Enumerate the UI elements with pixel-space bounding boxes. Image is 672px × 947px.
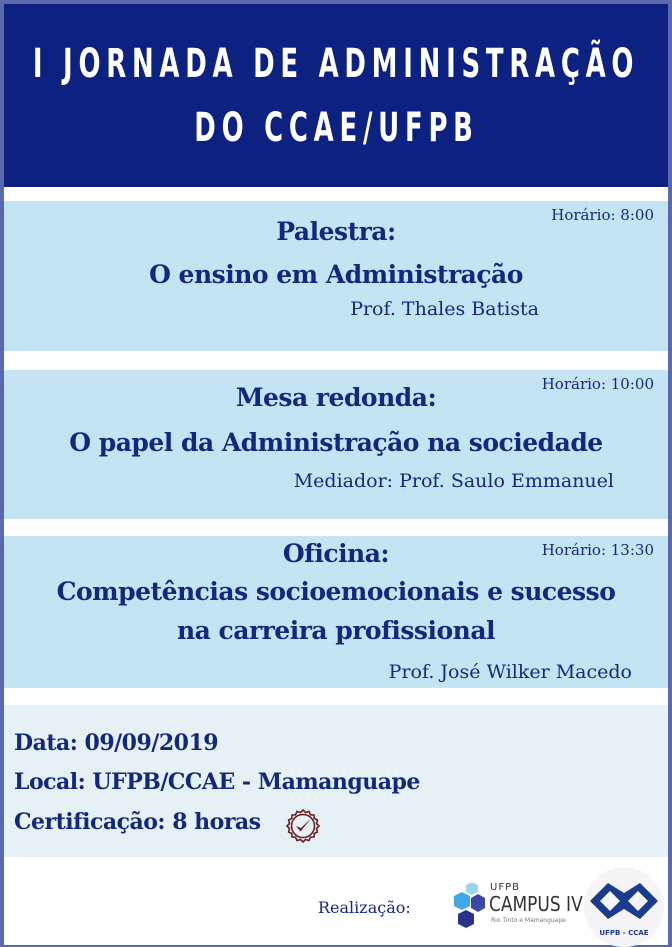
event-poster (4, 4, 668, 945)
session-palestra (4, 201, 668, 351)
session-mediator: Mediador: Prof. Saulo Emmanuel (293, 470, 614, 492)
campus-iv-logo (448, 878, 588, 938)
certified-check-badge-icon (285, 808, 321, 844)
event-location: Local: UFPB/CCAE - Mamanguape (14, 769, 420, 795)
title-line-1: I JORNADA DE ADMINISTRAÇÃO (32, 40, 640, 87)
campus-logo-ufpb: UFPB (490, 882, 520, 893)
ufpb-ccae-logo (584, 867, 664, 947)
campus-logo-name: CAMPUS IV (489, 892, 583, 916)
event-date: Data: 09/09/2019 (14, 730, 219, 756)
title-line-2: DO CCAE/UFPB (193, 104, 479, 151)
session-speaker: Prof. José Wilker Macedo (388, 661, 632, 683)
realizacao-label: Realização: (318, 898, 411, 917)
session-mesa-redonda (4, 370, 668, 519)
session-title: O ensino em Administração (149, 260, 523, 289)
session-time: Horário: 8:00 (551, 206, 654, 224)
ccae-emblem-icon (584, 871, 664, 931)
hexagon-logo-icon (448, 880, 488, 936)
ccae-logo-label: UFPB - CCAE (599, 929, 649, 937)
campus-logo-sub: Rio Tinto e Mamanguape (491, 917, 566, 924)
poster-header (4, 4, 668, 187)
session-title: O papel da Administração na sociedade (69, 428, 603, 457)
session-oficina (4, 536, 668, 688)
session-type: Mesa redonda: (235, 383, 437, 412)
session-title-line-1: Competências socioemocionais e sucesso (56, 577, 616, 606)
session-time: Horário: 10:00 (541, 375, 654, 393)
event-info (4, 705, 668, 857)
session-speaker: Prof. Thales Batista (350, 298, 539, 320)
session-title-line-2: na carreira profissional (176, 616, 496, 645)
session-type: Oficina: (282, 539, 390, 568)
session-type: Palestra: (276, 217, 396, 246)
session-time: Horário: 13:30 (541, 541, 654, 559)
event-certification: Certificação: 8 horas (14, 809, 261, 835)
footer (4, 864, 668, 945)
